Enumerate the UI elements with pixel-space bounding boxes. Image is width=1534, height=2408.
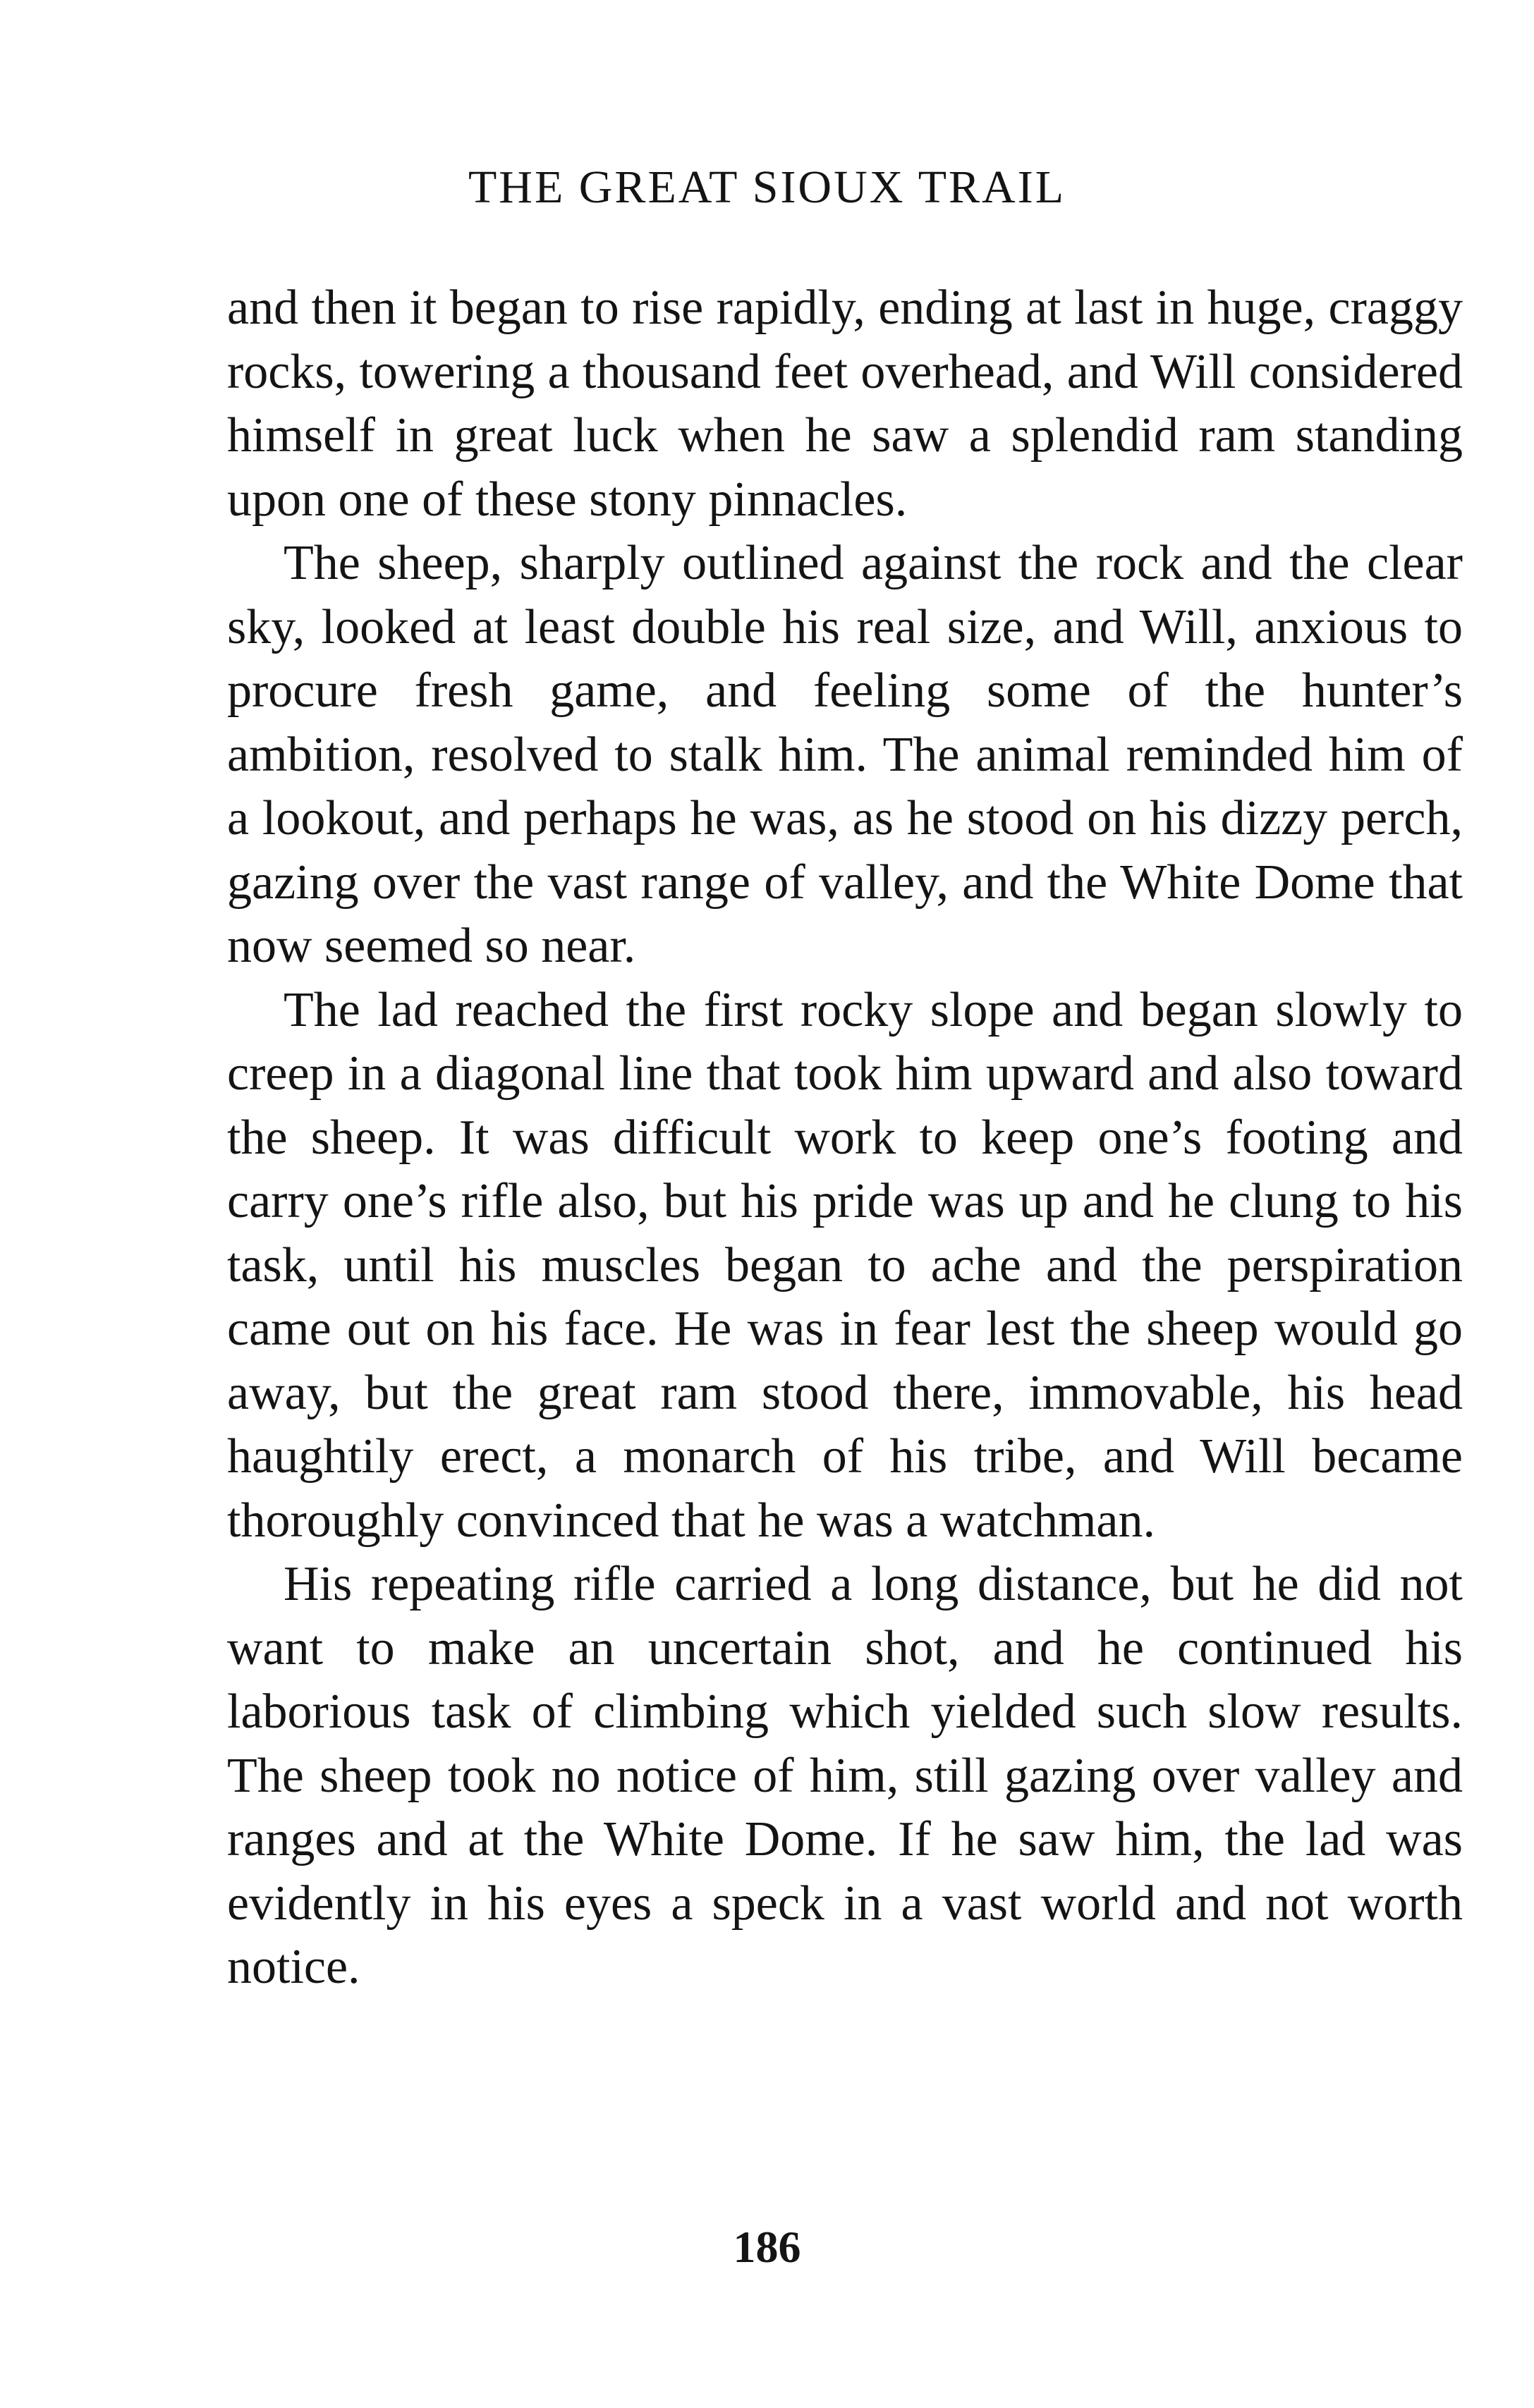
paragraph-1: and then it began to rise rapidly, ending at last in huge, craggy rocks, towering a thousand feet overhead, and Will considered himself in great luck when he saw a splendid ram standing upon one of these stony pinnacles. <box>227 281 1463 527</box>
body-text <box>227 276 1463 2000</box>
paragraph-4: His repeating rifle carried a long distance, but he did not want to make an uncertain shot, and he continued his laborious task of climbing which yielded such slow results. The sheep took no notice of him, still gazing over valley and ranges and at the White Dome. If he saw him, the lad was evidently in his eyes a speck in a vast world and not worth notice. <box>227 1557 1463 1994</box>
running-head: THE GREAT SIOUX TRAIL <box>468 161 1066 213</box>
paragraph-3: The lad reached the first rocky slope and began slowly to creep in a diagonal line that took him upward and also toward the sheep. It was difficult work to keep one’s footing and carry one’s rifle also, but his pride was up and he clung to his task, until his muscles began to ache and the perspiration came out on his face. He was in fear lest the sheep would go away, but the great ram stood there, immovable, his head haughtily erect, a monarch of his tribe, and Will became thoroughly convinced that he was a watchman. <box>227 982 1463 1548</box>
paragraph-2: The sheep, sharply outlined against the rock and the clear sky, looked at least double his real size, and Will, anxious to procure fresh game, and feeling some of the hunter’s ambition, resolved to stalk him. The animal reminded him of a lookout, and perhaps he was, as he stood on his dizzy perch, gazing over the vast range of valley, and the White Dome that now seemed so near. <box>227 536 1463 973</box>
page-number: 186 <box>733 2222 801 2272</box>
